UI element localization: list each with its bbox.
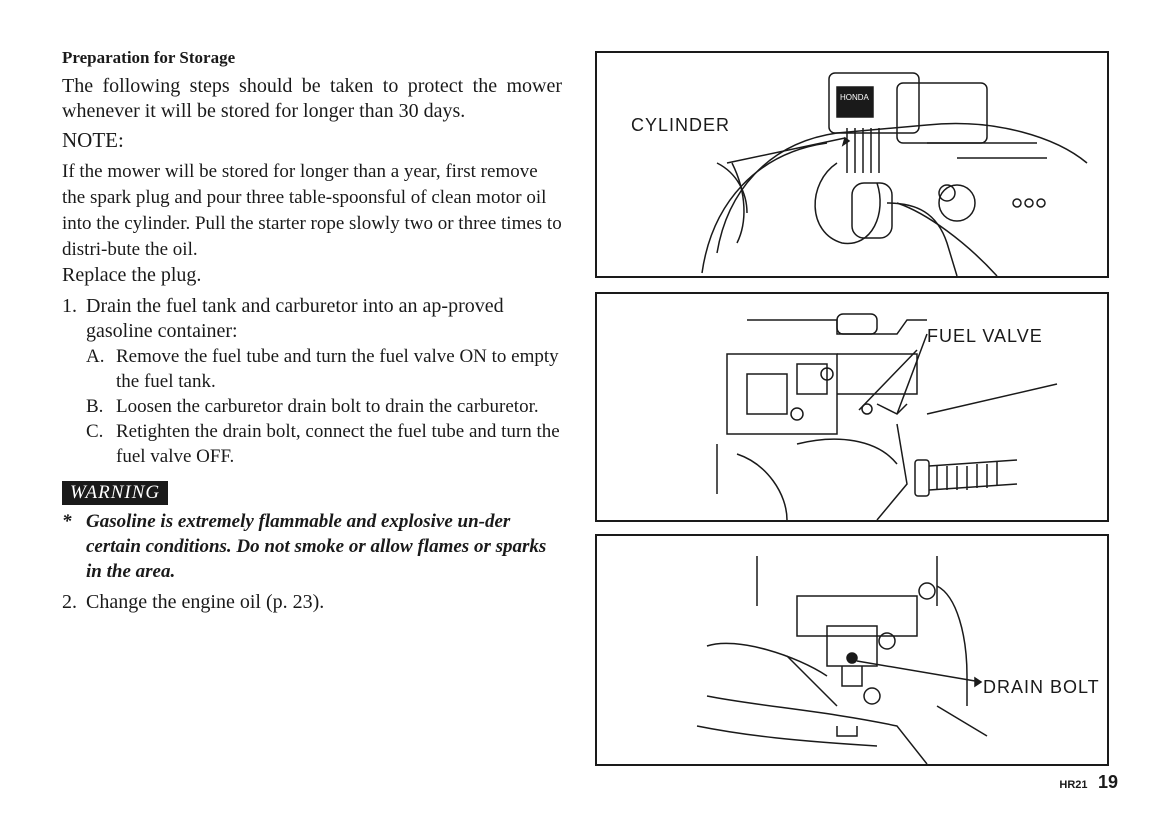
substep-c: [62, 419, 562, 469]
warning-text: Gasoline is extremely flammable and explosive un-der certain conditions. Do not smoke or allow flames or sparks in the area.: [86, 511, 547, 582]
warning-label: WARNING: [62, 481, 168, 505]
model-code: HR21: [1059, 779, 1088, 791]
drain-bolt-callout: DRAIN BOLT: [983, 677, 1100, 697]
page-folio: [1059, 772, 1118, 793]
step-1: [62, 294, 562, 344]
substep-a-text: Remove the fuel tube and turn the fuel valve ON to empty the fuel tank.: [116, 346, 559, 392]
drain-bolt-illustration: [597, 536, 1107, 764]
cylinder-illustration: [597, 53, 1107, 276]
cylinder-callout: CYLINDER: [631, 115, 731, 135]
substep-b: [62, 394, 562, 419]
engine-badge: HONDA: [840, 93, 869, 102]
step-1-number: 1.: [62, 295, 77, 317]
substep-b-letter: B.: [86, 396, 104, 417]
substep-a: [62, 344, 562, 394]
fuel-valve-callout: FUEL VALVE: [927, 326, 1043, 346]
figure-cylinder: [595, 51, 1109, 278]
step-2-text: Change the engine oil (p. 23).: [86, 591, 325, 613]
replace-plug-text: Replace the plug.: [62, 264, 202, 286]
section-heading: Preparation for Storage: [62, 48, 236, 67]
figure-drain-bolt: [595, 534, 1109, 766]
substep-c-text: Retighten the drain bolt, connect the fuel tube and turn the fuel valve OFF.: [116, 421, 560, 467]
step-2-number: 2.: [62, 591, 77, 613]
figure-fuel-valve: [595, 292, 1109, 522]
note-text: If the mower will be stored for longer than a year, first remove the spark plug and pour three table-spoonsful of clean motor oil into the cylinder. Pull the starter rope slowly two or three times to distri-bute the oil.: [62, 161, 562, 260]
text-column: [62, 48, 562, 615]
step-2: [62, 590, 562, 615]
substep-b-text: Loosen the carburetor drain bolt to drain the carburetor.: [116, 396, 539, 417]
page-number: 19: [1097, 772, 1118, 792]
warning-star: *: [62, 511, 72, 532]
note-label: NOTE:: [62, 128, 124, 152]
intro-paragraph: The following steps should be taken to protect the mower whenever it will be stored for longer than 30 days.: [62, 75, 562, 122]
substep-c-letter: C.: [86, 421, 104, 442]
substep-a-letter: A.: [86, 346, 105, 367]
step-1-text: Drain the fuel tank and carburetor into an ap-proved gasoline container:: [86, 295, 504, 342]
warning-text-block: [62, 509, 562, 584]
